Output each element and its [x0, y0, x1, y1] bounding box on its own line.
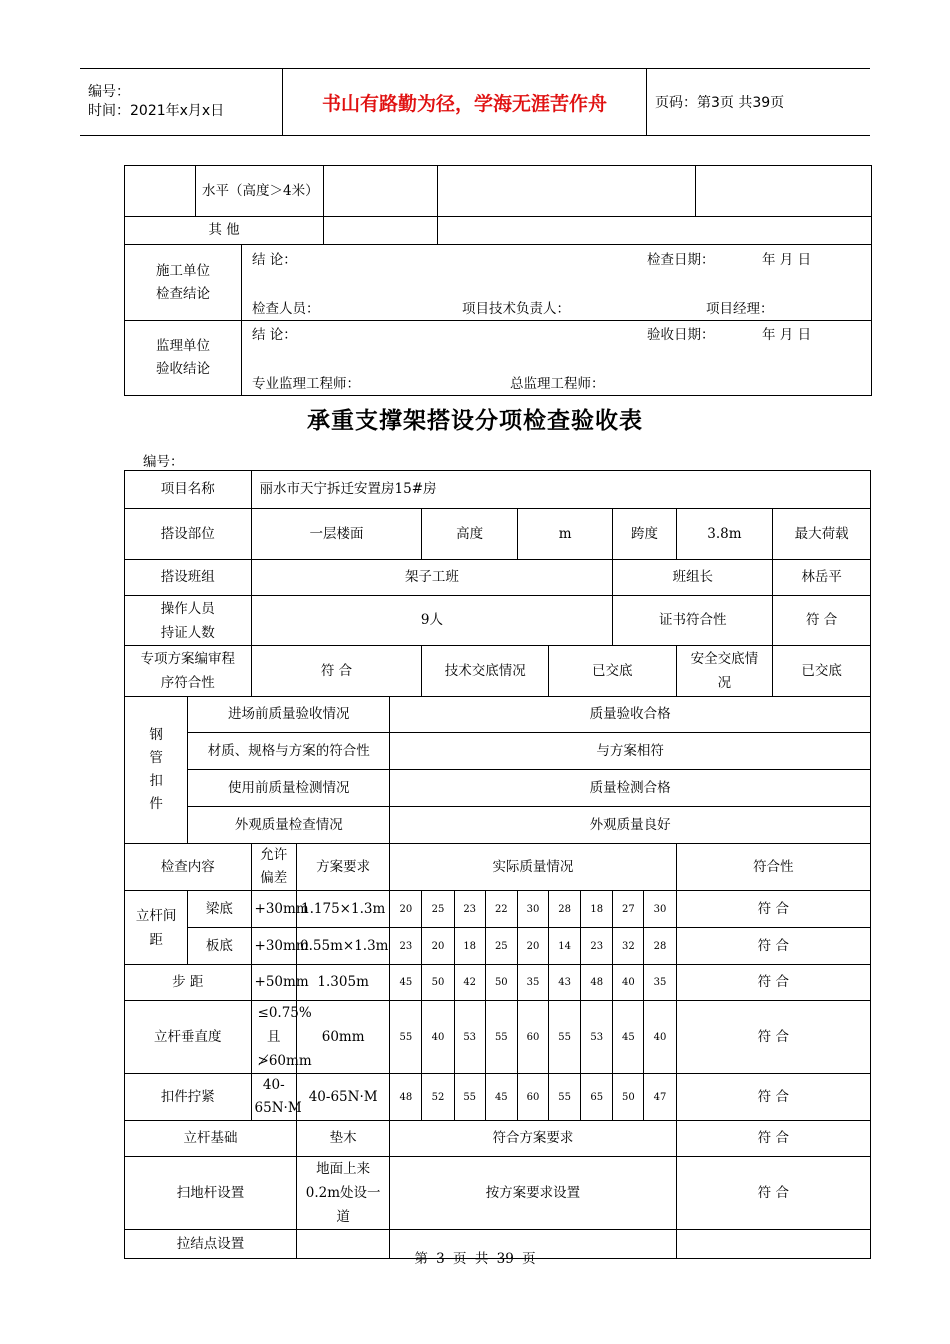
- fastener-conform: 符 合: [676, 1074, 870, 1121]
- blank-cell: [696, 166, 872, 217]
- pipe-row-label: 进场前质量验收情况: [188, 697, 390, 733]
- fastener-value: 45: [485, 1074, 517, 1121]
- pole-spacing-label: 立杆间距: [125, 891, 188, 965]
- project-name: 丽水市天宁拆迁安置房15#房: [251, 471, 870, 509]
- tech-value: 已交底: [548, 646, 676, 697]
- sweep-requirement: 地面上来0.2m处设一道: [297, 1157, 390, 1230]
- beam-value: 25: [422, 891, 454, 928]
- tie-label: 拉结点设置: [125, 1230, 297, 1259]
- sweep-label: 扫地杆设置: [125, 1157, 297, 1230]
- vertical-value: 53: [581, 1001, 613, 1074]
- inspection-table: [124, 470, 871, 1259]
- supervision-label: [125, 321, 242, 396]
- beam-value: 27: [613, 891, 644, 928]
- leader-label: 班组长: [613, 560, 773, 596]
- manager-label: 项目经理：: [706, 301, 774, 317]
- vertical-value: 45: [613, 1001, 644, 1074]
- construction-conclusion-label: 结 论：: [252, 252, 297, 268]
- pipe-row-label: 使用前质量检测情况: [188, 770, 390, 807]
- vertical-value: 55: [390, 1001, 422, 1074]
- beam-value: 18: [581, 891, 613, 928]
- pipe-row-value: 与方案相符: [390, 733, 871, 770]
- vertical-conform: 符 合: [676, 1001, 870, 1074]
- step-value: 50: [485, 965, 517, 1001]
- step-label: 步 距: [125, 965, 252, 1001]
- blank-cell: [438, 166, 696, 217]
- foundation-conform: 符 合: [676, 1121, 870, 1157]
- pipe-row-label: 外观质量检查情况: [188, 807, 390, 844]
- horizontal-label: 水平（高度＞4米）: [196, 166, 324, 217]
- fastener-label: 扣件拧紧: [125, 1074, 252, 1121]
- vertical-label: 立杆垂直度: [125, 1001, 252, 1074]
- slab-tolerance: +30mm: [251, 928, 297, 965]
- beam-value: 23: [454, 891, 485, 928]
- chief-label: 总监理工程师：: [510, 376, 605, 392]
- conform-header: 符合性: [676, 844, 870, 891]
- step-value: 50: [422, 965, 454, 1001]
- foundation-actual: 符合方案要求: [390, 1121, 676, 1157]
- supervision-date-label: 验收日期：: [647, 327, 715, 343]
- supervision-conclusion-label: 结 论：: [252, 327, 297, 343]
- slab-label: 板底: [188, 928, 251, 965]
- other-label: 其 他: [125, 217, 324, 245]
- span-label: 跨度: [613, 509, 676, 560]
- location-label: 搭设部位: [125, 509, 252, 560]
- fastener-requirement: 40-65N·M: [297, 1074, 390, 1121]
- step-value: 45: [390, 965, 422, 1001]
- doc-number-label: 编号：: [143, 454, 184, 470]
- slab-requirement: 0.55m×1.3m: [297, 928, 390, 965]
- operators-label: 操作人员持证人数: [125, 596, 252, 646]
- supervision-label-line1: 监理单位: [156, 338, 210, 354]
- max-load-label: [773, 509, 871, 560]
- form-title: 承重支撑架搭设分项检查验收表: [307, 408, 643, 434]
- pipe-char: 件: [149, 796, 163, 812]
- cert-label: 证书符合性: [613, 596, 773, 646]
- header-time: 时间：2021年x月x日: [88, 103, 225, 119]
- pipe-row-value: 外观质量良好: [390, 807, 871, 844]
- vertical-value: 40: [422, 1001, 454, 1074]
- header-motto: 书山有路勤为径，学海无涯苦作舟: [283, 69, 647, 136]
- step-tolerance: +50mm: [251, 965, 297, 1001]
- construction-label: [125, 245, 242, 321]
- team-label: 搭设班组: [125, 560, 252, 596]
- fastener-value: 60: [517, 1074, 548, 1121]
- fastener-value: 52: [422, 1074, 454, 1121]
- pipe-row-value: 质量检测合格: [390, 770, 871, 807]
- pipe-char: 管: [149, 750, 163, 766]
- location-value: 一层楼面: [251, 509, 422, 560]
- span-value: 3.8m: [676, 509, 773, 560]
- safety-label: 安全交底情况: [676, 646, 773, 697]
- page-footer: 第 3 页 共 39 页: [414, 1251, 536, 1267]
- vertical-tolerance: ≤0.75%且≯60mm: [251, 1001, 297, 1074]
- foundation-requirement: 垫木: [297, 1121, 390, 1157]
- height-label: 高度: [422, 509, 517, 560]
- step-value: 43: [548, 965, 580, 1001]
- fastener-value: 65: [581, 1074, 613, 1121]
- fastener-tolerance: 40-65N·M: [251, 1074, 297, 1121]
- continuation-table: [124, 165, 872, 396]
- slab-value: 20: [517, 928, 548, 965]
- actual-header: 实际质量情况: [390, 844, 676, 891]
- tech-lead-label: 项目技术负责人：: [462, 301, 570, 317]
- height-unit: m: [517, 509, 612, 560]
- slab-value: 23: [581, 928, 613, 965]
- step-value: 48: [581, 965, 613, 1001]
- step-requirement: 1.305m: [297, 965, 390, 1001]
- fastener-value: 48: [390, 1074, 422, 1121]
- slab-value: 14: [548, 928, 580, 965]
- slab-value: 32: [613, 928, 644, 965]
- blank-cell: [125, 166, 196, 217]
- slab-conform: 符 合: [676, 928, 870, 965]
- vertical-value: 40: [644, 1001, 676, 1074]
- step-conform: 符 合: [676, 965, 870, 1001]
- fastener-value: 55: [548, 1074, 580, 1121]
- beam-value: 30: [517, 891, 548, 928]
- beam-value: 28: [548, 891, 580, 928]
- fastener-value: 55: [454, 1074, 485, 1121]
- vertical-value: 55: [485, 1001, 517, 1074]
- slab-value: 25: [485, 928, 517, 965]
- plan-value: 符 合: [251, 646, 422, 697]
- header-page: 页码：第3页 共39页: [647, 69, 871, 136]
- header-left: [80, 69, 283, 136]
- pipe-row-value: 质量验收合格: [390, 697, 871, 733]
- vertical-value: 55: [548, 1001, 580, 1074]
- pipe-row-label: 材质、规格与方案的符合性: [188, 733, 390, 770]
- page-header: [80, 68, 870, 136]
- tolerance-header: 允许偏差: [251, 844, 297, 891]
- beam-value: 30: [644, 891, 676, 928]
- step-value: 40: [613, 965, 644, 1001]
- vertical-value: 53: [454, 1001, 485, 1074]
- slab-value: 18: [454, 928, 485, 965]
- pipe-section-label: [125, 697, 188, 844]
- foundation-label: 立杆基础: [125, 1121, 297, 1157]
- check-content-header: 检查内容: [125, 844, 252, 891]
- requirement-header: 方案要求: [297, 844, 390, 891]
- blank-cell: [438, 217, 872, 245]
- engineer-label: 专业监理工程师：: [252, 376, 360, 392]
- cert-value: 符 合: [773, 596, 871, 646]
- operators-value: 9人: [251, 596, 613, 646]
- beam-requirement: 1.175×1.3m: [297, 891, 390, 928]
- max-load-label-text: 最大荷载: [794, 526, 849, 542]
- construction-date-ymd: 年 月 日: [762, 252, 812, 268]
- sweep-conform: 符 合: [676, 1157, 870, 1230]
- construction-label-line2: 检查结论: [156, 285, 210, 302]
- blank-cell: [324, 217, 438, 245]
- slab-value: 28: [644, 928, 676, 965]
- vertical-value: 60: [517, 1001, 548, 1074]
- blank-cell: [324, 166, 438, 217]
- beam-conform: 符 合: [676, 891, 870, 928]
- construction-label-line1: 施工单位: [156, 262, 210, 279]
- project-name-label: 项目名称: [125, 471, 252, 509]
- beam-tolerance: +30mm: [251, 891, 297, 928]
- slab-value: 20: [422, 928, 454, 965]
- sweep-actual: 按方案要求设置: [390, 1157, 676, 1230]
- step-value: 42: [454, 965, 485, 1001]
- fastener-value: 47: [644, 1074, 676, 1121]
- pipe-char: 钢: [149, 727, 163, 743]
- supervision-conclusion: [242, 321, 872, 396]
- leader-value: 林岳平: [773, 560, 871, 596]
- step-value: 35: [517, 965, 548, 1001]
- inspector-label: 检查人员：: [252, 301, 320, 317]
- slab-value: 23: [390, 928, 422, 965]
- tech-label: 技术交底情况: [422, 646, 549, 697]
- supervision-label-line2: 验收结论: [156, 361, 210, 377]
- safety-value: 已交底: [773, 646, 871, 697]
- header-number: 编号：: [88, 84, 130, 100]
- supervision-date-ymd: 年 月 日: [762, 327, 812, 343]
- fastener-value: 50: [613, 1074, 644, 1121]
- step-value: 35: [644, 965, 676, 1001]
- beam-label: 梁底: [188, 891, 251, 928]
- beam-value: 20: [390, 891, 422, 928]
- plan-label: 专项方案编审程序符合性: [125, 646, 252, 697]
- team-value: 架子工班: [251, 560, 613, 596]
- vertical-requirement: 60mm: [297, 1001, 390, 1074]
- beam-value: 22: [485, 891, 517, 928]
- construction-date-label: 检查日期：: [647, 252, 715, 268]
- pipe-char: 扣: [149, 773, 163, 789]
- construction-conclusion: [242, 245, 872, 321]
